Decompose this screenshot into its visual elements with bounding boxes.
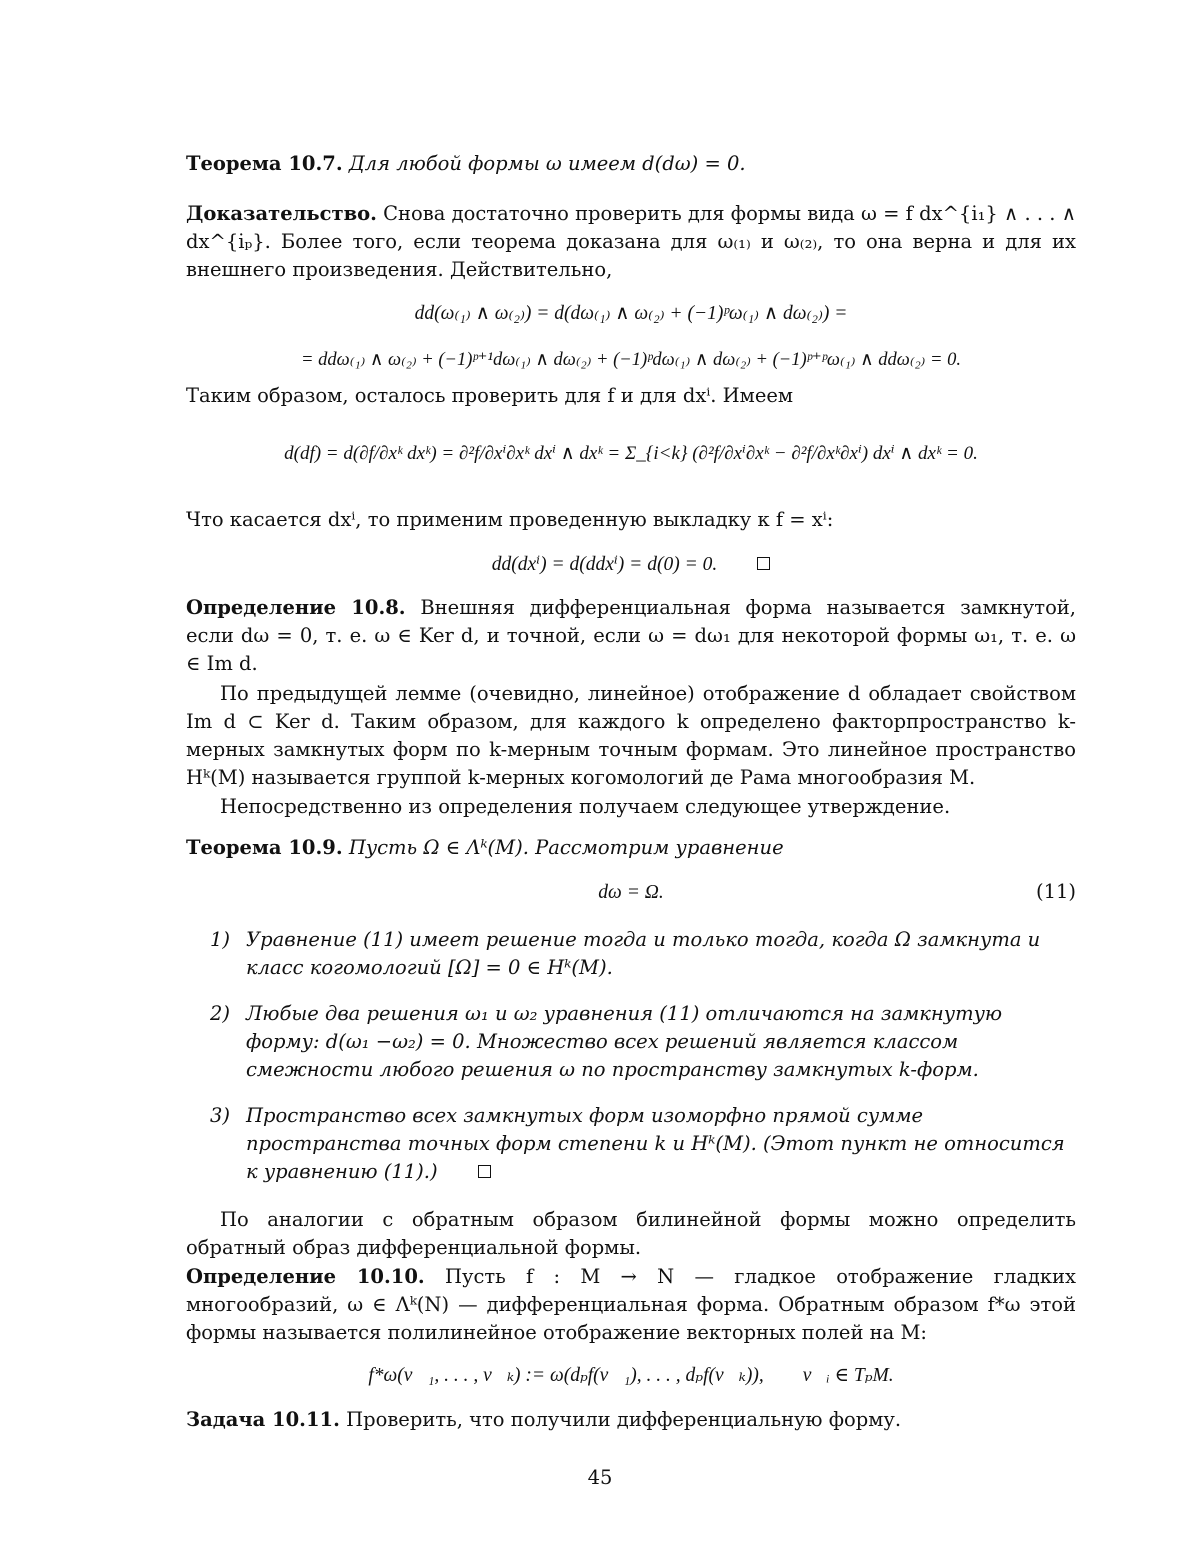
proof-text-2: Таким образом, осталось проверить для f и для dxⁱ. Имеем bbox=[186, 384, 794, 407]
list-item-text-content: Пространство всех замкнутых форм изоморфно прямой сумме пространства точных форм степени k и Hᵏ(M). (Этот пункт не относится к уравнению (11).) bbox=[246, 1104, 1065, 1183]
theorem-label: Теорема 10.7. bbox=[186, 152, 343, 175]
list-item-text bbox=[246, 1102, 1076, 1186]
page-number: 45 bbox=[587, 1466, 613, 1489]
paragraph-de-rham: По предыдущей лемме (очевидно, линейное) отображение d обладает свойством Im d ⊂ Ker d. Таким образом, для каждого k определено факторпространство k-мерных замкнутых форм по k-мерным точным формам. Это линейное пространство Hᵏ(M) называется группой k-мерных когомологий де Рама многообразия M. bbox=[186, 682, 1076, 789]
equation-pullback: f*ω(v⃗₁, . . . , v⃗ₖ) := ω(dₚf(v⃗₁), . . . , dₚf(v⃗ₖ)), v⃗ᵢ ∈ TₚM. bbox=[368, 1365, 894, 1386]
qed-icon bbox=[757, 557, 770, 570]
proof-text: Снова достаточно проверить для формы вида ω = f dx^{i₁} ∧ . . . ∧ dx^{iₚ}. Более того, если теорема доказана для ω₍₁₎ и ω₍₂₎, то она верна и для их внешнего произведения. Действительно, bbox=[186, 202, 1076, 281]
definition-label: Определение 10.8. bbox=[186, 596, 406, 619]
equation-dd-expansion: = ddω₍₁₎ ∧ ω₍₂₎ + (−1)ᵖ⁺¹dω₍₁₎ ∧ dω₍₂₎ + (−1)ᵖdω₍₁₎ ∧ dω₍₂₎ + (−1)ᵖ⁺ᵖω₍₁₎ ∧ ddω₍₂₎ = 0. bbox=[301, 350, 961, 370]
definition-text: Внешняя дифференциальная форма называется замкнутой, если dω = 0, т. е. ω ∈ Ker d, и точной, если ω = dω₁ для некоторой формы ω₁, т. е. ω ∈ Im d. bbox=[186, 596, 1077, 675]
equation-ddf: d(df) = d(∂f/∂xᵏ dxᵏ) = ∂²f/∂xⁱ∂xᵏ dxⁱ ∧ dxᵏ = Σ_{i<k} (∂²f/∂xⁱ∂xᵏ − ∂²f/∂xᵏ∂xⁱ) dxⁱ ∧ dxᵏ = 0. bbox=[284, 443, 978, 464]
definition-10-10 bbox=[186, 1263, 1076, 1347]
proof-10-7 bbox=[186, 200, 1076, 284]
list-item-number: 2) bbox=[210, 1002, 231, 1025]
theorem-text: Для любой формы ω имеем d(dω) = 0. bbox=[348, 152, 746, 175]
theorem-10-9 bbox=[186, 834, 1076, 862]
equation-number: (11) bbox=[1035, 880, 1076, 903]
equation-11: dω = Ω. bbox=[598, 882, 664, 903]
task-text: Проверить, что получили дифференциальную форму. bbox=[346, 1408, 902, 1431]
task-10-11 bbox=[186, 1406, 1076, 1434]
theorem-text: Пусть Ω ∈ Λᵏ(M). Рассмотрим уравнение bbox=[348, 836, 784, 859]
definition-text: Пусть f : M → N — гладкое отображение гладких многообразий, ω ∈ Λᵏ(N) — дифференциальная форма. Обратным образом f*ω этой формы называется полилинейное отображение векторных полей на M: bbox=[186, 1265, 1077, 1344]
list-item-text: Любые два решения ω₁ и ω₂ уравнения (11) отличаются на замкнутую форму: d(ω₁ −ω₂) = 0. Множество всех решений является классом смежности любого решения ω по пространству замкнутых k-форм. bbox=[246, 1002, 1003, 1081]
definition-10-8 bbox=[186, 594, 1076, 678]
list-item-number: 1) bbox=[210, 928, 231, 951]
theorem-label: Теорема 10.9. bbox=[186, 836, 343, 859]
task-label: Задача 10.11. bbox=[186, 1408, 340, 1431]
equation-11-row bbox=[186, 878, 1076, 907]
list-item-text: Уравнение (11) имеет решение тогда и только тогда, когда Ω замкнута и класс когомологий [Ω] = 0 ∈ Hᵏ(M). bbox=[246, 928, 1041, 979]
proof-label: Доказательство. bbox=[186, 202, 377, 225]
paragraph-analogy: По аналогии с обратным образом билинейной формы можно определить обратный образ дифференциальной формы. bbox=[186, 1208, 1076, 1259]
list-item-number: 3) bbox=[210, 1104, 231, 1127]
proof-text-3: Что касается dxⁱ, то применим проведенную выкладку к f = xⁱ: bbox=[186, 508, 834, 531]
equation-dd-dxi-row bbox=[186, 550, 1076, 579]
equation-dd-wedge: dd(ω₍₁₎ ∧ ω₍₂₎) = d(dω₍₁₎ ∧ ω₍₂₎ + (−1)ᵖω₍₁₎ ∧ dω₍₂₎) = bbox=[414, 303, 848, 324]
definition-label: Определение 10.10. bbox=[186, 1265, 425, 1288]
theorem-10-7 bbox=[186, 150, 1076, 178]
paragraph-consequence: Непосредственно из определения получаем следующее утверждение. bbox=[220, 795, 951, 818]
equation-dd-dxi: dd(dxⁱ) = d(ddxⁱ) = d(0) = 0. bbox=[491, 554, 718, 575]
qed-icon bbox=[478, 1165, 491, 1178]
